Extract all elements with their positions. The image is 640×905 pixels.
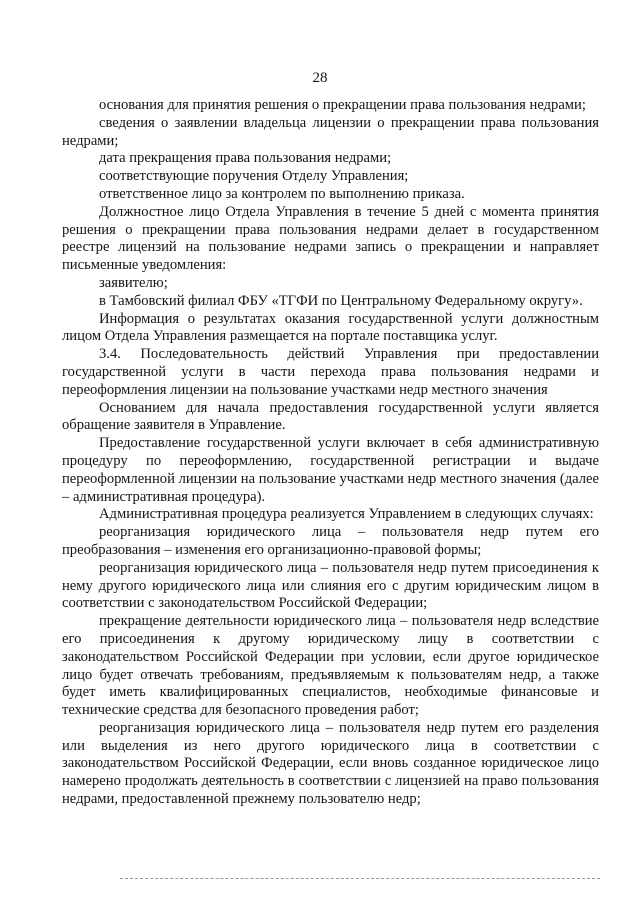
paragraph: Административная процедура реализуется Управлением в следующих случаях:	[99, 506, 594, 523]
page-number: 28	[312, 70, 328, 86]
paragraph: Информация о результатах оказания государственной услуги должностным лицом Отдела Управления размещается на портале поставщика услуг.	[62, 310, 599, 345]
paragraph: Должностное лицо Отдела Управления в течение 5 дней с момента принятия решения о прекращении права пользования недрами делает в государственном реестре лицензий на пользование недрами запись о прекращении и направляет письменные уведомления:	[62, 203, 599, 274]
paragraph: реорганизация юридического лица – пользователя недр путем присоединения к нему другого юридического лица или слияния его с другим юридическим лицом в соответствии с законодательством Российской Федерации;	[62, 559, 599, 612]
paragraph: основания для принятия решения о прекращении права пользования недрами;	[99, 97, 586, 113]
paragraph: Основанием для начала предоставления государственной услуги является обращение заявителя в Управление.	[62, 399, 599, 434]
section-heading: 3.4. Последовательность действий Управления при предоставлении государственной услуги в части перехода права пользования недрами и переоформления лицензии на пользование участками недр местного значения	[62, 346, 599, 398]
paragraph: сведения о заявлении владельца лицензии о прекращении права пользования недрами;	[62, 114, 599, 149]
paragraph: реорганизация юридического лица – пользователя недр путем его преобразования – изменения его организационно-правовой формы;	[62, 524, 599, 558]
paragraph: соответствующие поручения Отделу Управления;	[99, 168, 409, 185]
paragraph: реорганизация юридического лица – пользователя недр путем его разделения или выделения из него другого юридического лица в соответствии с законодательством Российской Федерации, если вновь созданное юридическое лицо намерено продолжать деятельность в соответствии с лицензией на право пользования недрами, предоставленной прежнему пользователю недр;	[62, 719, 599, 808]
paragraph: заявителю;	[99, 274, 168, 291]
body-text	[62, 97, 599, 809]
page-bottom-divider	[120, 878, 600, 879]
paragraph: в Тамбовский филиал ФБУ «ТГФИ по Центральному Федеральному округу».	[99, 292, 583, 309]
paragraph: ответственное лицо за контролем по выполнению приказа.	[99, 185, 465, 202]
paragraph: дата прекращения права пользования недрами;	[99, 150, 392, 167]
paragraph: Предоставление государственной услуги включает в себя административную процедуру по переоформлению, государственной регистрации и выдаче переоформленной лицензии на пользование участками недр местного значения (далее – административная процедура).	[62, 435, 599, 505]
paragraph: прекращение деятельности юридического лица – пользователя недр вследствие его присоединения к другому юридическому лицу в соответствии с законодательством Российской Федерации при условии, если другое юридическое лицо будет отвечать требованиям, предъявляемым к пользователям недр, а также будет иметь квалифицированных специалистов, необходимые финансовые и технические средства для безопасного проведения работ;	[62, 613, 599, 719]
